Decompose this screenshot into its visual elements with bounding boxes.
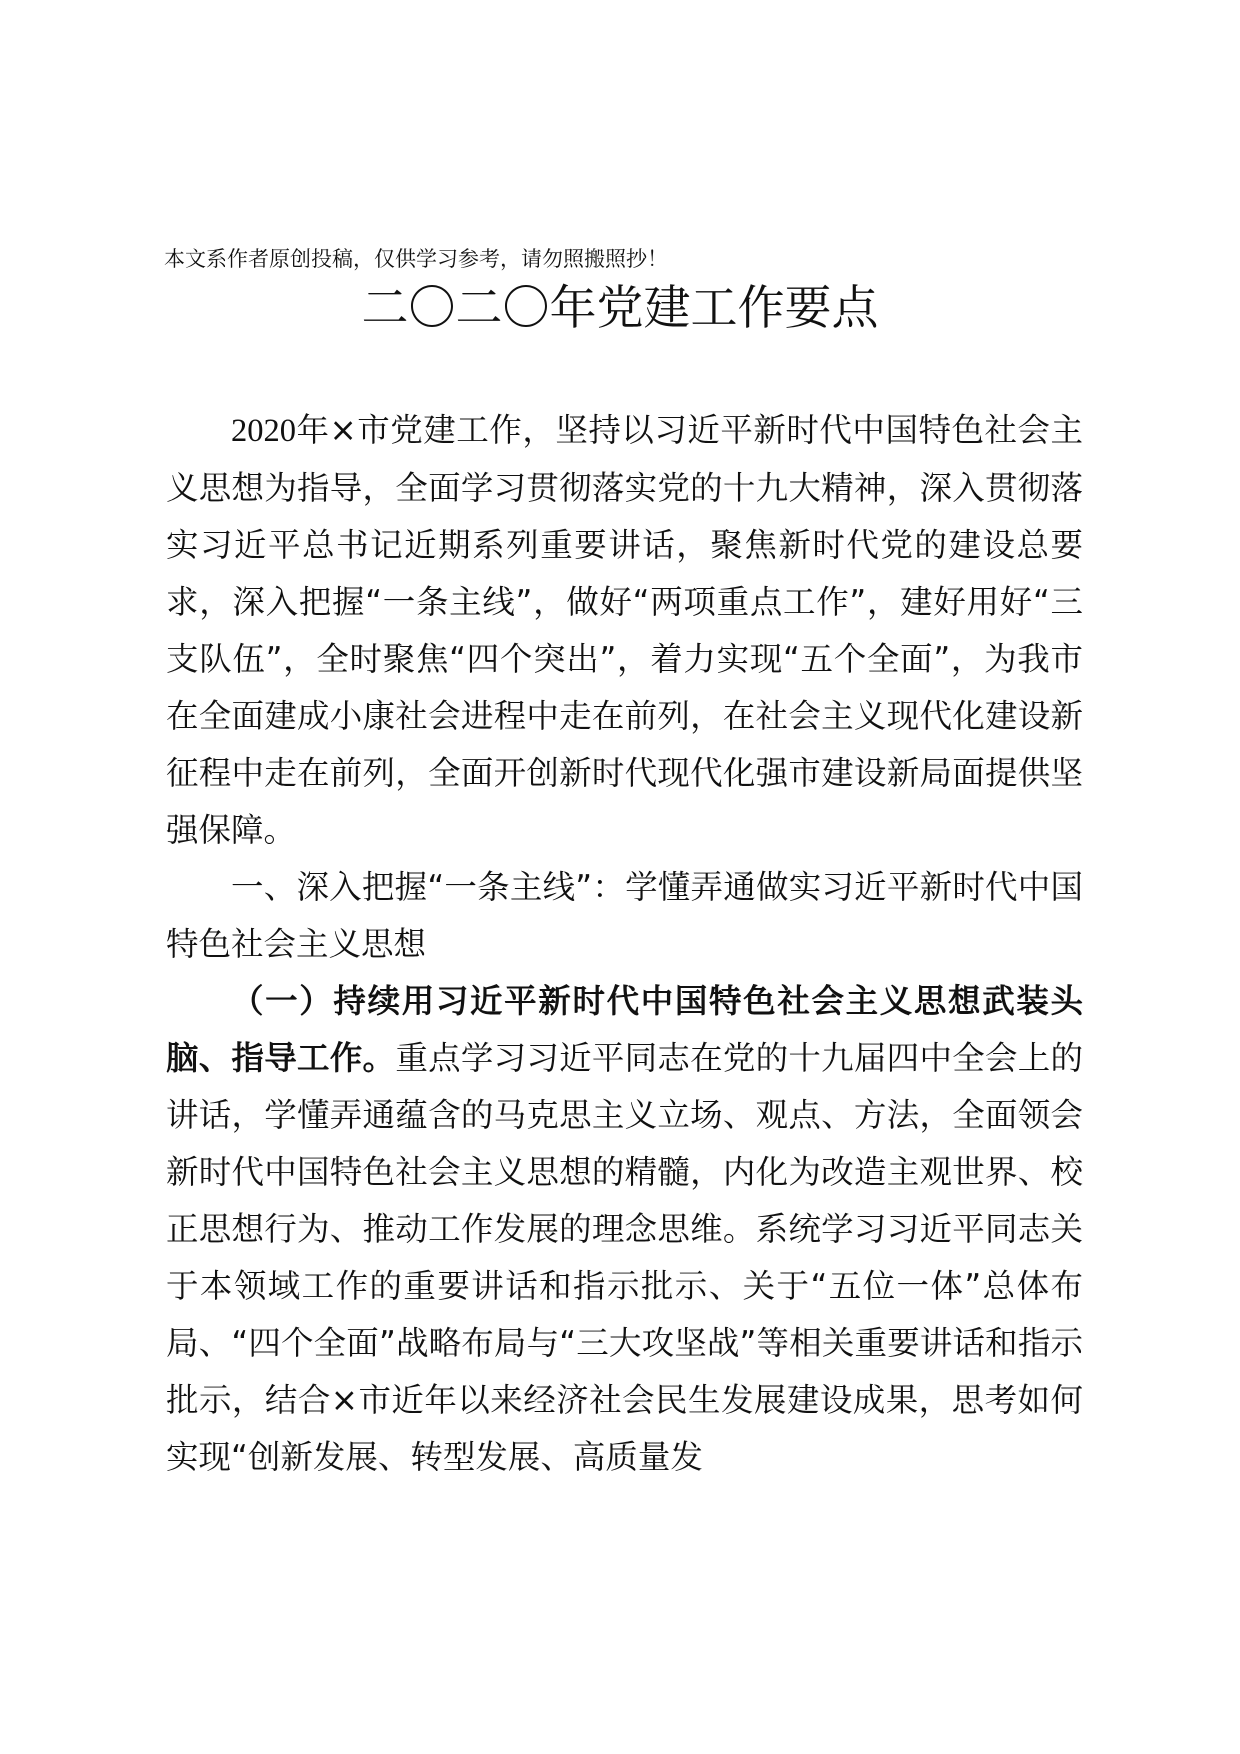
- section-heading: 一、深入把握“一条主线”：学懂弄通做实习近平新时代中国特色社会主义思想: [166, 868, 1083, 963]
- subsection-heading: （一）持续用习近平新时代中国特色社会主义思想武装头脑、指导工作。: [166, 982, 1083, 1077]
- subsection-text: 重点学习习近平同志在党的十九届四中全会上的讲话，学懂弄通蕴含的马克思主义立场、观点、方法，全面领会新时代中国特色社会主义思想的精髓，内化为改造主观世界、校正思想行为、推动工作发展的理念思维。系统学习习近平同志关于本领域工作的重要讲话和指示批示、关于“五位一体”总体布局、“四个全面”战略布局与“三大攻坚战”等相关重要讲话和指示批示，结合×市近年以来经济社会民生发展建设成果，思考如何实现“创新发展、转型发展、高质量发: [166, 1039, 1083, 1476]
- intro-text: 年×市党建工作，坚持以习近平新时代中国特色社会主义思想为指导，全面学习贯彻落实党的十九大精神，深入贯彻落实习近平总书记近期系列重要讲话，聚焦新时代党的建设总要求，深入把握“一条主线”，做好“两项重点工作”，建好用好“三支队伍”，全时聚焦“四个突出”，着力实现“五个全面”，为我市在全面建成小康社会进程中走在前列，在社会主义现代化建设新征程中走在前列，全面开创新时代现代化强市建设新局面提供坚强保障。: [166, 411, 1083, 849]
- document-title: 二〇二〇年党建工作要点: [361, 281, 879, 336]
- copyright-notice: 本文系作者原创投稿，仅供学习参考，请勿照搬照抄！: [164, 247, 668, 271]
- subsection-paragraph: [166, 973, 1083, 1486]
- document-body: [166, 402, 1083, 1486]
- intro-year: 2020: [231, 413, 296, 449]
- intro-paragraph: [166, 402, 1083, 859]
